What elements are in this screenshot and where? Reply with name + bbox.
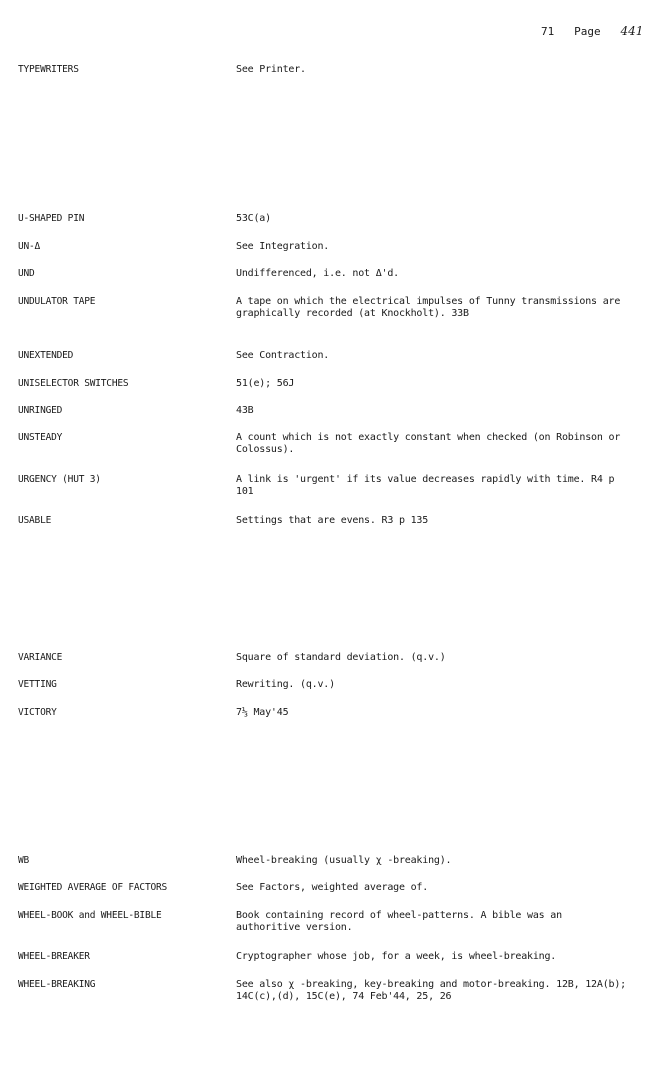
entry-definition: Book containing record of wheel-patterns. A bible was an authoritive version. [236, 910, 562, 933]
entry-definition: 43B [236, 405, 254, 416]
entry-term: WHEEL-BREAKING [18, 979, 96, 990]
entry-term: VARIANCE [18, 652, 63, 663]
entry-term: UNRINGED [18, 405, 63, 416]
section-number: 71 [541, 25, 555, 38]
entry-term: USABLE [18, 515, 52, 526]
entry-definition: A tape on which the electrical impulses of Tunny transmissions are graphically recorded (at Knockholt). 33B [236, 296, 621, 319]
entry-term: WEIGHTED AVERAGE OF FACTORS [18, 882, 168, 893]
entry-definition: Cryptographer whose job, for a week, is wheel-breaking. [236, 951, 557, 962]
entry-term: UNDULATOR TAPE [18, 296, 96, 307]
entry-term: WHEEL-BOOK and WHEEL-BIBLE [18, 910, 162, 921]
page-label: Page [574, 25, 601, 38]
entry-term: UNEXTENDED [18, 350, 74, 361]
entry-definition: Square of standard deviation. (q.v.) [236, 652, 446, 663]
entry-definition: Settings that are evens. R3 p 135 [236, 515, 429, 526]
entry-definition: A count which is not exactly constant when checked (on Robinson or Colossus). [236, 432, 621, 455]
entry-term: VETTING [18, 679, 57, 690]
entry-definition: 51(e); 56J [236, 378, 295, 389]
entry-term: U-SHAPED PIN [18, 213, 85, 224]
entry-definition: Rewriting. (q.v.) [236, 679, 335, 690]
entry-definition: Wheel-breaking (usually χ -breaking). [236, 855, 452, 866]
entry-definition: See Contraction. [236, 350, 330, 361]
entry-definition: See Factors, weighted average of. [236, 882, 429, 893]
entry-term: UND [18, 268, 35, 279]
entry-term: UNSTEADY [18, 432, 63, 443]
page-number: 441 [620, 24, 644, 38]
entry-definition: A link is 'urgent' if its value decreases rapidly with time. R4 p 101 [236, 474, 615, 497]
entry-definition: See also χ -breaking, key-breaking and motor-breaking. 12B, 12A(b); 14C(c),(d), 15C(e), 74 Feb'44, 25, 26 [236, 979, 626, 1002]
entry-term: UNISELECTOR SWITCHES [18, 378, 129, 389]
entry-term: WHEEL-BREAKER [18, 951, 90, 962]
entry-term: UN-Δ [18, 241, 41, 252]
entry-definition: Undifferenced, i.e. not Δ'd. [236, 268, 399, 279]
entry-definition: 7⅓ May'45 [236, 707, 289, 718]
entry-term: URGENCY (HUT 3) [18, 474, 101, 485]
entry-definition: See Integration. [236, 241, 330, 252]
entry-term: VICTORY [18, 707, 57, 718]
entry-definition: 53C(a) [236, 213, 271, 224]
entry-term: TYPEWRITERS [18, 64, 79, 75]
entry-term: WB [18, 855, 30, 866]
page-header [541, 24, 643, 38]
entry-definition: See Printer. [236, 64, 306, 75]
